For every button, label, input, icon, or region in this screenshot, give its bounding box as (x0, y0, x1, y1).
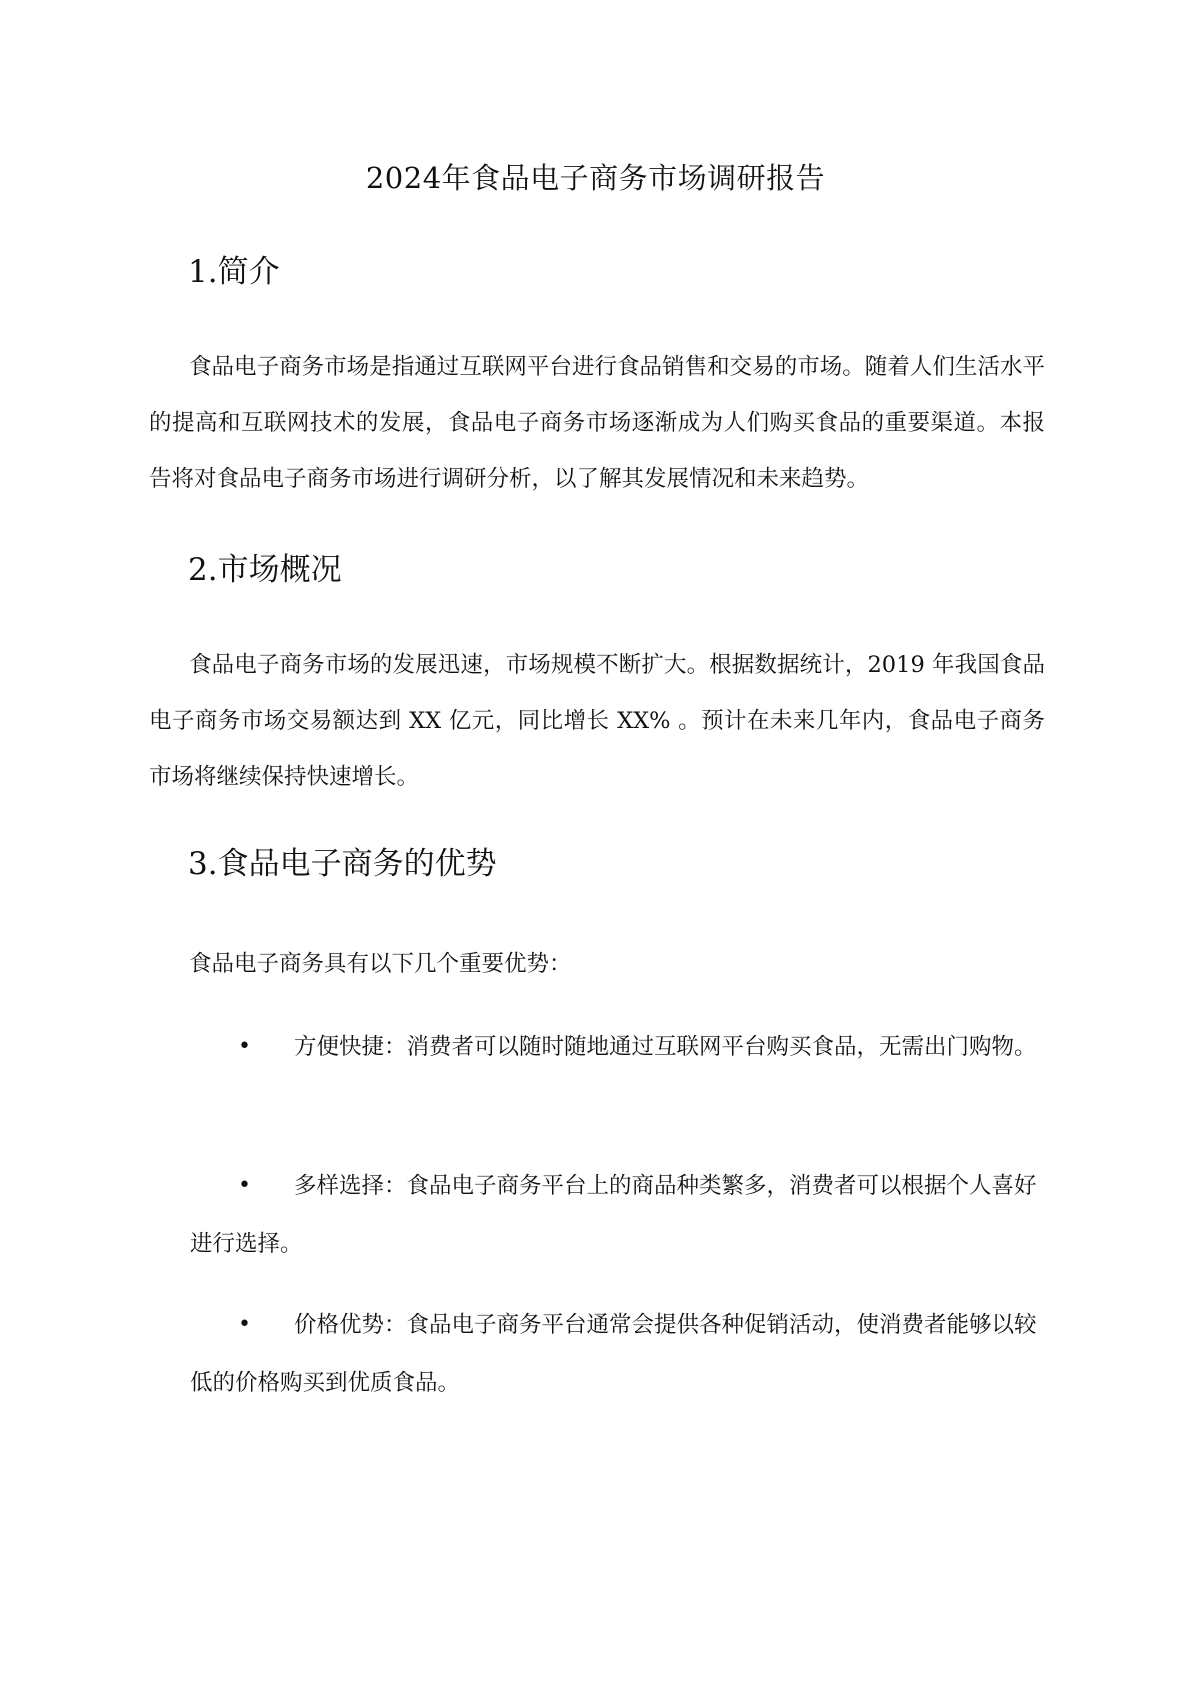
section-heading-advantages: 3.食品电子商务的优势 (188, 846, 497, 882)
section-paragraph-market-overview: 食品电子商务市场的发展迅速，市场规模不断扩大。根据数据统计，2019 年我国食品电子商务市场交易额达到 XX 亿元，同比增长 XX% 。预计在未来几年内，食品电子商务市场将继续保持快速增长。 (149, 652, 1045, 790)
bullet-item-variety: 多样选择：食品电子商务平台上的商品种类繁多，消费者可以根据个人喜好进行选择。 (190, 1173, 1037, 1257)
document-title: 2024年食品电子商务市场调研报告 (365, 161, 826, 195)
section-paragraph-intro: 食品电子商务市场是指通过互联网平台进行食品销售和交易的市场。随着人们生活水平的提高和互联网技术的发展，食品电子商务市场逐渐成为人们购买食品的重要渠道。本报告将对食品电子商务市场进行调研分析，以了解其发展情况和未来趋势。 (149, 354, 1045, 492)
bullet-item-convenience: 方便快捷：消费者可以随时随地通过互联网平台购买食品，无需出门购物。 (294, 1034, 1037, 1060)
bullet-icon: • (238, 1312, 251, 1337)
section-heading-intro: 1.简介 (188, 254, 280, 290)
bullet-item-price: 价格优势：食品电子商务平台通常会提供各种促销活动，使消费者能够以较低的价格购买到优质食品。 (190, 1312, 1037, 1396)
bullet-icon: • (238, 1173, 251, 1198)
bullet-icon: • (238, 1034, 251, 1059)
advantages-lead-text: 食品电子商务具有以下几个重要优势： (189, 951, 572, 977)
section-heading-market-overview: 2.市场概况 (188, 552, 342, 588)
